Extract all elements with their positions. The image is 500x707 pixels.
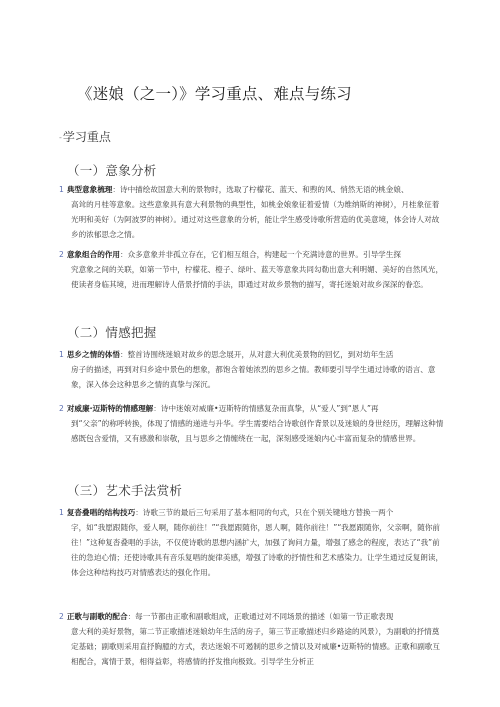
section-heading — [59, 128, 111, 145]
item-number: 1 — [59, 185, 64, 194]
list-item — [59, 347, 444, 392]
item-number: 2 — [59, 250, 64, 259]
item-text: ：每一节都由正歌和副歌组成，正歌通过对不同场景的描述（如第一节正歌表现 — [127, 612, 394, 621]
subheading-emotion: （二）情感把握 — [67, 325, 157, 340]
list-item — [59, 247, 444, 292]
list-item — [59, 609, 444, 669]
subheading-imagery: （一）意象分析 — [67, 163, 157, 178]
item-text: ：整首诗围绕迷娘对故乡的思念展开，从对意大利优美景物的回忆，到对幼年生活 — [120, 350, 394, 359]
item-text-continued: 高耸的月桂等意象。这些意象具有意大利景物的典型性，如桃金娘象征着爱情（为维纳斯的神树），月桂象征着光明和美好（为阿波罗的神树）。通过对这些意象的分析，能让学生感受诗歌所营造的优美意境，体会诗人对故乡的浓郁思念之情。 — [71, 200, 440, 239]
item-text: ：诗中描绘故国意大利的景物时，选取了柠檬花、蓝天、和煦的风、悄然无语的桃金娘、 — [112, 185, 409, 194]
item-text: ：诗中迷娘对威廉•迈斯特的情感复杂而真挚，从“爱人”到“恩人”再 — [153, 404, 379, 413]
item-text-continued: 到“父亲”的称呼转换，体现了情感的递进与升华。学生需要结合诗歌创作背景以及迷娘的身世经历，理解这种情感既包含爱情，又有感激和崇敬，且与思乡之情缠绕在一起，深刻感受迷娘内心丰富而复杂的情感世界。 — [71, 419, 444, 443]
item-text-continued: 房子的描述，再到对归乡途中景色的想象，都饱含着她浓烈的思乡之情。教师要引导学生通过诗歌的语言、意象，深入体会这种思乡之情的真挚与深沉。 — [71, 365, 436, 389]
item-text-continued: 究意象之间的关联，如第一节中，柠檬花、橙子、绿叶、蓝天等意象共同勾勒出意大利明媚、美好的自然风光，使读者身临其境，进而理解诗人借景抒情的手法，即通过对故乡景物的描写，寄托迷娘对故乡深深的眷恋。 — [71, 265, 444, 289]
item-heading: 对威廉·迈斯特的情感理解 — [66, 404, 154, 413]
item-number: 2 — [59, 612, 64, 621]
item-number: 1 — [59, 350, 64, 359]
item-number: 1 — [59, 508, 64, 517]
list-item — [59, 401, 444, 446]
item-number: 2 — [59, 404, 64, 413]
list-item — [59, 182, 444, 242]
item-text: ：诗歌三节的最后三句采用了基本相同的句式，只在个别关键地方替换一两个 — [135, 508, 394, 517]
item-heading: 意象组合的作用 — [66, 250, 120, 259]
item-heading: 复沓叠唱的结构技巧 — [66, 508, 136, 517]
item-text-continued: 意大利的美好景物，第二节正歌描述迷娘幼年生活的房子，第三节正歌描述归乡路途的风景），为副歌的抒情奠定基础；副歌则采用直抒胸臆的方式，表达迷娘不可遏制的思乡之情以及对威廉•迈斯特的情感。正歌和副歌互相配合，寓情于景，相得益彰，将感情的抒发推向极致。引导学生分析正 — [71, 627, 440, 666]
item-text-continued: 字，如“我愿跟随你，爱人啊，随你前往！”“我愿跟随你，恩人啊，随你前往！”“我愿跟随你，父亲啊，随你前往！”这种复沓叠唱的手法，不仅使诗歌的思想内涵扩大，加强了询问力量，增强了感念的程度，表达了“我”前往的急迫心情；还使诗歌具有音乐复唱的旋律美感，增强了诗歌的抒情性和艺术感染力。让学生通过反复朗读，体会这种结构技巧对情感表达的强化作用。 — [71, 523, 444, 577]
document-title: 《迷娘（之一）》学习重点、难点与练习 — [77, 85, 352, 103]
item-text: ：众多意象并非孤立存在，它们相互组合，构建起一个充满诗意的世界。引导学生探 — [120, 250, 401, 259]
list-item — [59, 505, 444, 580]
section-prefix: - — [59, 133, 62, 142]
item-heading: 正歌与副歌的配合 — [66, 612, 128, 621]
section-label: 学习重点 — [62, 130, 111, 144]
subheading-technique: （三）艺术手法赏析 — [67, 483, 183, 498]
item-heading: 典型意象梳理 — [66, 185, 113, 194]
item-heading: 思乡之情的体悟 — [66, 350, 120, 359]
